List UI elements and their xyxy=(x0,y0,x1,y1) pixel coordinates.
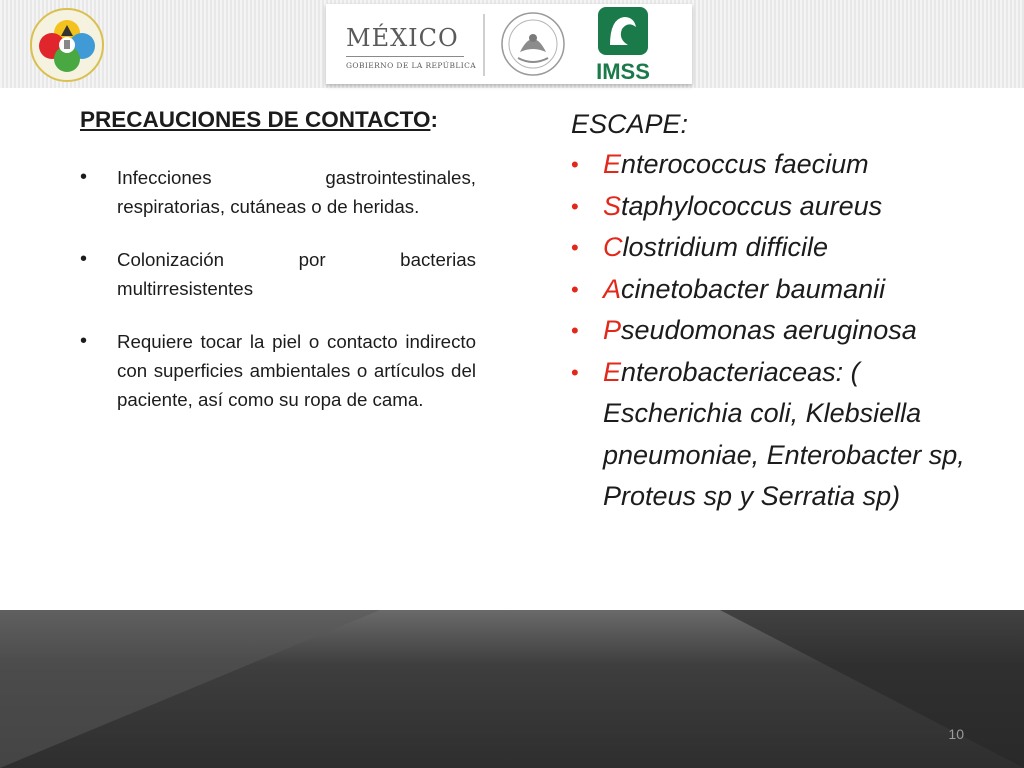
list-item xyxy=(571,352,971,518)
initial-letter: E xyxy=(603,149,622,179)
page-number: 10 xyxy=(948,726,964,742)
list-item-text: nterobacteriaceas: ( Escherichia coli, Klebsiella pneumoniae, Enterobacter sp, Proteus sp y Serratia sp) xyxy=(603,356,965,511)
heading-colon: : xyxy=(430,107,438,132)
contact-precautions-heading xyxy=(80,104,476,136)
mexico-rule xyxy=(346,56,464,57)
list-item xyxy=(80,245,476,303)
list-item xyxy=(571,310,971,352)
bullet-icon: • xyxy=(571,276,579,302)
initial-letter: P xyxy=(603,315,622,345)
list-item-text: taphylococcus aureus xyxy=(621,190,883,221)
initial-letter: A xyxy=(603,273,622,304)
footer-band xyxy=(0,610,1024,768)
mexico-title: MÉXICO xyxy=(346,24,459,52)
escape-title: ESCAPE: xyxy=(571,109,689,139)
list-item xyxy=(571,227,971,269)
list-item-text: lostridium difficile xyxy=(622,232,829,262)
header-band xyxy=(0,0,1024,88)
safety-program-badge-icon xyxy=(22,5,112,85)
contact-precautions-column xyxy=(80,104,476,438)
bullet-icon: • xyxy=(571,235,579,260)
initial-letter: S xyxy=(603,190,622,221)
bullet-icon: • xyxy=(571,318,579,343)
precautions-list xyxy=(80,163,476,414)
list-item-text: seudomonas aeruginosa xyxy=(621,315,917,345)
initial-letter: E xyxy=(603,356,622,387)
bullet-icon: • xyxy=(571,152,579,177)
list-item xyxy=(80,163,476,221)
list-item-text: Requiere tocar la piel o contacto indirecto con superficies ambientales o artículos del paciente, así como su ropa de cama. xyxy=(117,331,476,410)
bullet-icon: • xyxy=(571,359,579,385)
bullet-icon: • xyxy=(80,248,88,270)
list-item xyxy=(80,327,476,414)
initial-letter: C xyxy=(603,232,623,262)
list-item-text: Infecciones gastrointestinales, respiratorias, cutáneas o de heridas. xyxy=(117,167,476,217)
bullet-icon: • xyxy=(80,330,88,352)
imss-logo-text: IMSS xyxy=(596,59,650,83)
imss-logo-icon xyxy=(588,5,658,83)
header-logo-panel xyxy=(326,4,692,84)
list-item xyxy=(571,269,971,311)
heading-text: PRECAUCIONES DE CONTACTO xyxy=(80,107,431,132)
list-item-text: Colonización por bacterias multirresistentes xyxy=(117,249,476,299)
list-item-text: cinetobacter baumanii xyxy=(621,273,886,304)
bullet-icon: • xyxy=(80,166,88,188)
list-item-text: nterococcus faecium xyxy=(621,149,869,179)
list-item xyxy=(571,144,971,186)
bullet-icon: • xyxy=(571,193,579,219)
escape-list xyxy=(571,144,971,518)
mexico-subtitle: GOBIERNO DE LA REPÚBLICA xyxy=(346,61,477,70)
national-seal-icon xyxy=(498,8,568,80)
footer-decoration xyxy=(0,610,1024,768)
list-item xyxy=(571,186,971,228)
panel-divider xyxy=(483,14,485,76)
escape-pathogens-column xyxy=(571,104,971,518)
